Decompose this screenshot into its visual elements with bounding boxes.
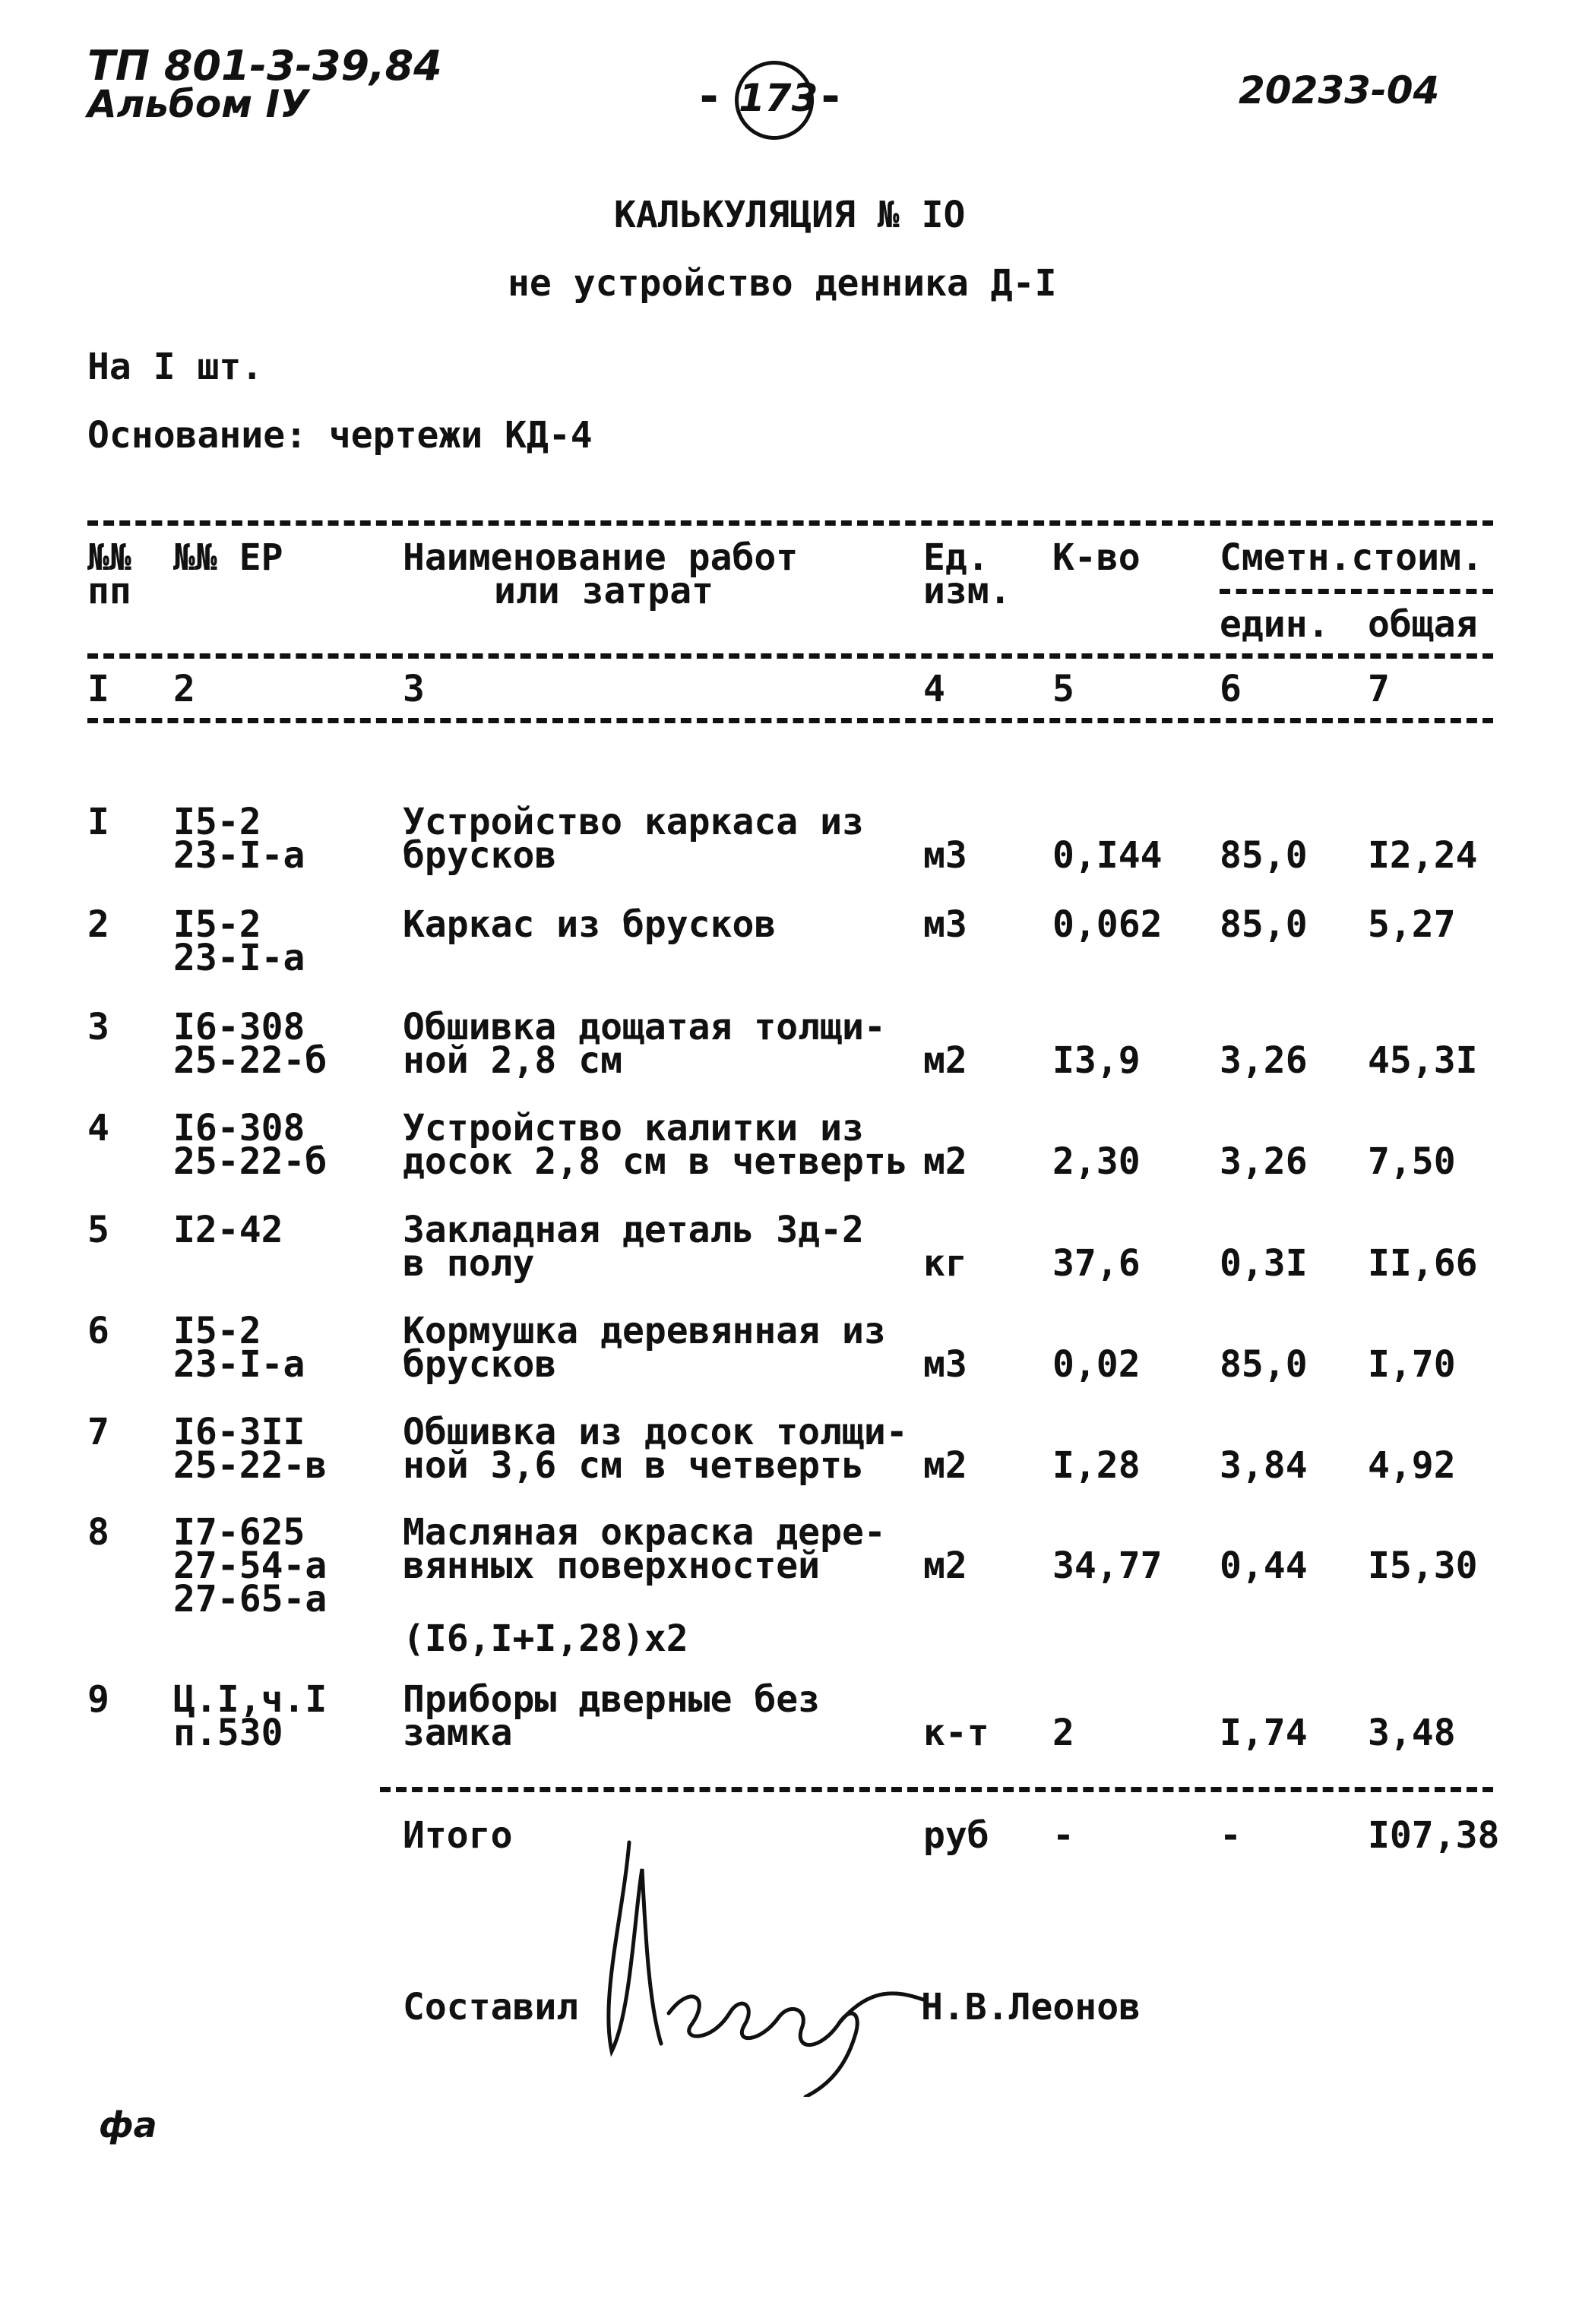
row-er-code: I5-2	[173, 903, 261, 946]
row-number: 6	[87, 1310, 109, 1352]
cost-subheader-rule	[1220, 589, 1493, 594]
row-name: ной 3,6 см в четверть	[403, 1444, 864, 1487]
col-index-7: 7	[1368, 668, 1390, 710]
row-number: 4	[87, 1107, 109, 1149]
row-unit: м3	[923, 1343, 967, 1386]
row-name: брусков	[403, 1343, 557, 1386]
col-index-5: 5	[1052, 668, 1074, 710]
per-unit-label: На I шт.	[87, 346, 264, 388]
row-unit: м2	[923, 1545, 967, 1587]
row-er-code: I2-42	[173, 1209, 283, 1251]
row-name: Приборы дверные без	[403, 1678, 821, 1721]
basis-label: Основание: чертежи КД-4	[87, 414, 593, 457]
header-top-rule	[87, 520, 1493, 526]
col-index-1: I	[87, 668, 109, 710]
row-qty: 0,I44	[1052, 834, 1163, 877]
col-index-3: 3	[403, 668, 425, 710]
row-price: I,74	[1220, 1712, 1308, 1754]
row-number: 3	[87, 1006, 109, 1048]
row-er-code: 25-22-в	[173, 1444, 328, 1487]
row-name: Масляная окраска дере-	[403, 1511, 886, 1554]
row-number: 5	[87, 1209, 109, 1251]
col-index-6: 6	[1220, 668, 1242, 710]
row-total: 7,50	[1368, 1140, 1456, 1183]
row-er-code: Ц.I,ч.I	[173, 1678, 328, 1721]
col-cost-header: Сметн.стоим.	[1220, 536, 1483, 579]
total-rule	[380, 1787, 1493, 1792]
row-qty: 0,062	[1052, 903, 1163, 946]
row-er-code: I5-2	[173, 801, 261, 843]
total-label: Итого	[403, 1814, 513, 1857]
col-cost-total-header: общая	[1368, 603, 1478, 646]
row-er-code: 27-65-а	[173, 1578, 328, 1620]
row-number: 8	[87, 1511, 109, 1554]
inventory-number: 20233-04	[1239, 68, 1440, 112]
col-num-header-2: пп	[87, 570, 131, 612]
page-dash-right: -	[817, 70, 845, 123]
row-name: досок 2,8 см в четверть	[403, 1140, 908, 1183]
compiled-by-label: Составил	[403, 1986, 579, 2028]
total-unit: руб	[923, 1814, 989, 1857]
calculation-title: КАЛЬКУЛЯЦИЯ № IO	[614, 194, 966, 236]
row-total: 4,92	[1368, 1444, 1456, 1487]
row-er-code: I6-3II	[173, 1411, 305, 1453]
page-dash-left: -	[695, 70, 723, 123]
row-er-code: I5-2	[173, 1310, 261, 1352]
row-total: I2,24	[1368, 834, 1478, 877]
total-value: I07,38	[1368, 1814, 1500, 1857]
col-index-4: 4	[923, 668, 945, 710]
col-name-header-2: или затрат	[494, 570, 714, 612]
footer-mark: фа	[99, 2104, 157, 2145]
row-total: I5,30	[1368, 1545, 1478, 1587]
total-qty: -	[1052, 1814, 1074, 1857]
row-qty: 2,30	[1052, 1140, 1141, 1183]
row-number: 9	[87, 1678, 109, 1721]
row-price: 3,26	[1220, 1039, 1308, 1082]
row-unit: к-т	[923, 1712, 989, 1754]
row-price: 85,0	[1220, 1343, 1308, 1386]
handwritten-signature	[577, 1823, 973, 2097]
row-name: вянных поверхностей	[403, 1545, 821, 1587]
row-number: 2	[87, 903, 109, 946]
row-name: ной 2,8 см	[403, 1039, 622, 1082]
row-number: I	[87, 801, 109, 843]
row-name: замка	[403, 1712, 513, 1754]
album-label: Альбом IУ	[87, 82, 309, 126]
row-name: Устройство каркаса из	[403, 801, 864, 843]
col-index-2: 2	[173, 668, 195, 710]
row-unit: м2	[923, 1444, 967, 1487]
row-qty: 34,77	[1052, 1545, 1163, 1587]
row-name: в полу	[403, 1242, 535, 1285]
col-unit-header-1: Ед.	[923, 536, 989, 579]
col-name-header-1: Наименование работ	[403, 536, 799, 579]
row-qty: 0,02	[1052, 1343, 1141, 1386]
row-formula-note: (I6,I+I,28)x2	[403, 1617, 688, 1660]
row-price: 0,3I	[1220, 1242, 1308, 1285]
col-er-header: №№ ЕР	[173, 536, 283, 579]
row-unit: кг	[923, 1242, 967, 1285]
header-middle-rule	[87, 653, 1493, 659]
row-er-code: I7-625	[173, 1511, 305, 1554]
row-name: брусков	[403, 834, 557, 877]
row-qty: I3,9	[1052, 1039, 1141, 1082]
row-price: 3,26	[1220, 1140, 1308, 1183]
row-qty: I,28	[1052, 1444, 1141, 1487]
row-name: Закладная деталь Зд-2	[403, 1209, 864, 1251]
col-num-header-1: №№	[87, 536, 131, 579]
row-unit: м3	[923, 903, 967, 946]
calculation-subtitle: не устройство денника Д-I	[508, 262, 1057, 305]
row-price: 85,0	[1220, 903, 1308, 946]
page-number: 173	[739, 76, 818, 120]
col-unit-header-2: изм.	[923, 570, 1011, 612]
row-total: I,70	[1368, 1343, 1456, 1386]
row-price: 0,44	[1220, 1545, 1308, 1587]
row-name: Кормушка деревянная из	[403, 1310, 886, 1352]
row-name: Устройство калитки из	[403, 1107, 864, 1149]
row-unit: м2	[923, 1140, 967, 1183]
row-total: 45,3I	[1368, 1039, 1478, 1082]
compiler-name: Н.В.Леонов	[921, 1986, 1141, 2028]
row-name: Обшивка из досок толщи-	[403, 1411, 908, 1453]
row-qty: 2	[1052, 1712, 1074, 1754]
row-name: Каркас из брусков	[403, 903, 777, 946]
total-price: -	[1220, 1814, 1242, 1857]
row-name: Обшивка дощатая толщи-	[403, 1006, 886, 1048]
row-price: 85,0	[1220, 834, 1308, 877]
row-qty: 37,6	[1052, 1242, 1141, 1285]
row-er-code: 27-54-а	[173, 1545, 328, 1587]
row-er-code: 23-I-а	[173, 1343, 305, 1386]
row-er-code: 25-22-б	[173, 1140, 328, 1183]
row-er-code: 23-I-а	[173, 937, 305, 979]
row-unit: м2	[923, 1039, 967, 1082]
header-bottom-rule	[87, 718, 1493, 723]
row-er-code: п.530	[173, 1712, 283, 1754]
row-total: II,66	[1368, 1242, 1478, 1285]
col-cost-unit-header: един.	[1220, 603, 1330, 646]
row-unit: м3	[923, 834, 967, 877]
col-qty-header: К-во	[1052, 536, 1141, 579]
row-total: 5,27	[1368, 903, 1456, 946]
row-price: 3,84	[1220, 1444, 1308, 1487]
row-number: 7	[87, 1411, 109, 1453]
row-er-code: 25-22-б	[173, 1039, 328, 1082]
row-er-code: I6-308	[173, 1107, 305, 1149]
row-er-code: 23-I-а	[173, 834, 305, 877]
row-er-code: I6-308	[173, 1006, 305, 1048]
document-code: ТП 801-3-39,84	[87, 42, 442, 90]
row-total: 3,48	[1368, 1712, 1456, 1754]
